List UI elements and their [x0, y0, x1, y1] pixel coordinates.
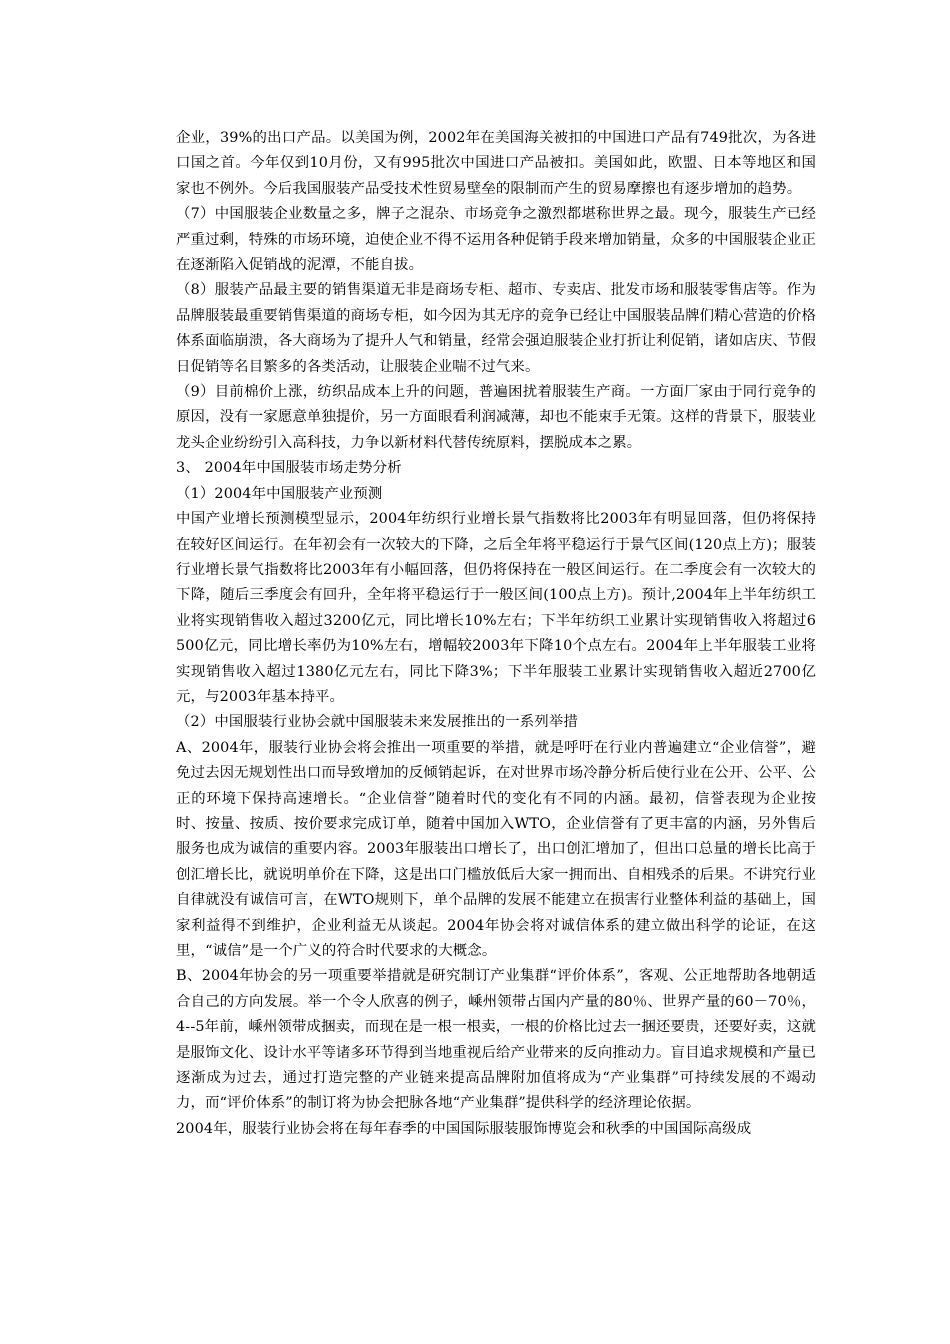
subheading-measures: （2）中国服装行业协会就中国服装未来发展推出的一系列举措	[176, 714, 578, 731]
document-page	[176, 126, 816, 1142]
paragraph-measure-b: B、2004年协会的另一项重要举措就是研究制订产业集群“评价体系”，客观、公正地帮助各地朝适合自己的方向发展。举一个令人欣喜的例子，嵊州领带占国内产量的80％、世界产量的60－70％，4--5年前，嵊州领带成捆卖，而现在是一根一根卖，一根的价格比过去一捆还要贵，还要好卖，这就是服饰文化、设计水平等诸多环节得到当地重视后给产业带来的反向推动力。盲目追求规模和产量已逐渐成为过去，通过打造完整的产业链来提高品牌附加值将成为“产业集群”可持续发展的不竭动力，而“评价体系”的制订将为协会把脉各地“产业集群”提供科学的经济理论依据。	[176, 968, 816, 1112]
paragraph-measure-a: A、2004年，服装行业协会将会推出一项重要的举措，就是呼吁在行业内普遍建立“企业信誉”，避免过去因无规划性出口而导致增加的反倾销起诉，在对世界市场冷静分析后使行业在公开、公平、公正的环境下保持高速增长。“企业信誉”随着时代的变化有不同的内涵。最初，信誉表现为企业按时、按量、按质、按价要求完成订单，随着中国加入WTO，企业信誉有了更丰富的内涵，另外售后服务也成为诚信的重要内容。2003年服装出口增长了，出口创汇增加了，但出口总量的增长比高于创汇增长比，就说明单价在下降，这是出口门槛放低后大家一拥而出、自相残杀的后果。不讲究行业自律就没有诚信可言，在WTO规则下，单个品牌的发展不能建立在损害行业整体利益的基础上，国家利益得不到维护，企业利益无从谈起。2004年协会将对诚信体系的建立做出科学的论证，在这里，“诚信”是一个广义的符合时代要求的大概念。	[176, 739, 816, 959]
paragraph-expo: 2004年，服装行业协会将在每年春季的中国国际服装服饰博览会和秋季的中国国际高级成	[176, 1120, 752, 1137]
paragraph-item-7: （7）中国服装企业数量之多，牌子之混杂、市场竞争之激烈都堪称世界之最。现今，服装生产已经严重过剩，特殊的市场环境，迫使企业不得不运用各种促销手段来增加销量，众多的中国服装企业正在逐渐陷入促销战的泥潭，不能自拔。	[176, 206, 816, 274]
paragraph-item-9: （9）目前棉价上涨，纺织品成本上升的问题，普遍困扰着服装生产商。一方面厂家由于同行竞争的原因，没有一家愿意单独提价，另一方面眼看利润减薄，却也不能束手无策。这样的背景下，服装业龙头企业纷纷引入高科技，力争以新材料代替传统原料，摆脱成本之累。	[176, 384, 816, 451]
paragraph-export-barriers: 企业，39%的出口产品。以美国为例，2002年在美国海关被扣的中国进口产品有749批次，为各进口国之首。今年仅到10月份，又有995批次中国进口产品被扣。美国如此，欧盟、日本等地区和国家也不例外。今后我国服装产品受技术性贸易壁垒的限制而产生的贸易摩擦也有逐步增加的趋势。	[176, 130, 816, 197]
subheading-forecast: （1）2004年中国服装产业预测	[176, 485, 383, 502]
section-heading-3: 3、 2004年中国服装市场走势分析	[176, 460, 402, 477]
paragraph-item-8: （8）服装产品最主要的销售渠道无非是商场专柜、超市、专卖店、批发市场和服装零售店等。作为品牌服装最重要销售渠道的商场专柜，如今因为其无序的竞争已经让中国服装品牌们精心营造的价格体系面临崩溃，各大商场为了提升人气和销量，经常会强迫服装企业打折让利促销，诸如店庆、节假日促销等名目繁多的各类活动，让服装企业喘不过气来。	[176, 282, 816, 375]
paragraph-forecast: 中国产业增长预测模型显示，2004年纺织行业增长景气指数将比2003年有明显回落，但仍将保持在较好区间运行。在年初会有一次较大的下降，之后全年将平稳运行于景气区间(120点上方)；服装行业增长景气指数将比2003年有小幅回落，但仍将保持在一般区间运行。在二季度会有一次较大的下降，随后三季度会有回升，全年将平稳运行于一般区间(100点上方)。预计,2004年上半年纺织工业将实现销售收入超过3200亿元，同比增长10%左右；下半年纺织工业累计实现销售收入将超过6500亿元，同比增长率仍为10%左右，增幅较2003年下降10个点左右。2004年上半年服装工业将实现销售收入超过1380亿元左右，同比下降3%；下半年服装工业累计实现销售收入超近2700亿元，与2003年基本持平。	[176, 511, 816, 705]
